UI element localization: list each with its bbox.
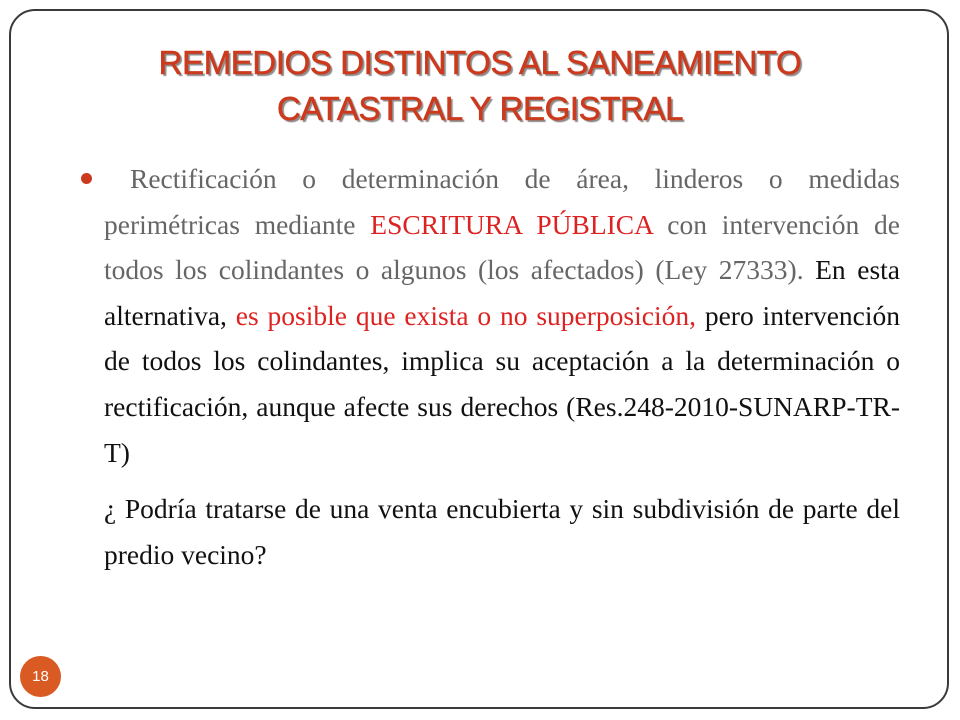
title-line-2: CATASTRAL Y REGISTRAL bbox=[276, 90, 684, 127]
text-escritura-publica: ESCRITURA PÚBLICA bbox=[370, 208, 653, 240]
page-number-badge: 18 bbox=[20, 656, 61, 697]
text-alternativa: En esta alternativa, bbox=[104, 254, 900, 331]
question-paragraph: ¿ Podría tratarse de una venta encubierta y sin subdivisión de parte del predio vecino? bbox=[104, 493, 900, 570]
bullet-paragraph bbox=[104, 156, 900, 475]
text-intervencion-ley: con intervención de todos los colindantes o algunos (los afectados) (Ley 27333). bbox=[104, 208, 900, 286]
slide-body bbox=[104, 156, 900, 577]
title-line-1: REMEDIOS DISTINTOS AL SANEAMIENTO bbox=[158, 44, 802, 81]
bullet-dot-icon bbox=[81, 173, 92, 184]
text-rectificacion: Rectificación o determinación de área, linderos o medidas perimétricas mediante bbox=[104, 163, 900, 240]
text-superposicion: es posible que exista o no superposición, bbox=[235, 299, 696, 331]
slide-title bbox=[40, 40, 920, 132]
text-colindantes-res: pero intervención de todos los colindantes, implica su aceptación a la determinación o rectificación, aunque afecte sus derechos (Res.248-2010-SUNARP-TR-T) bbox=[104, 299, 901, 468]
